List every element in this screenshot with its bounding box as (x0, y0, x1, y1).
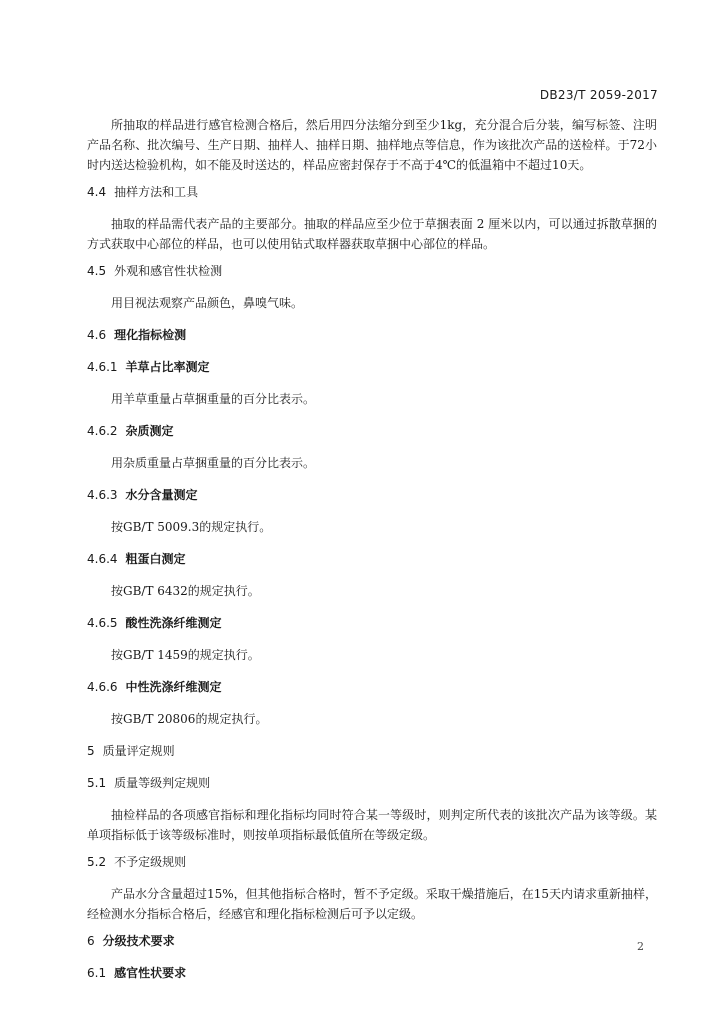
heading-title: 抽样方法和工具 (114, 185, 199, 199)
heading-4-6-5 (87, 613, 657, 633)
heading-4-6-1 (87, 357, 657, 377)
heading-title: 羊草占比率测定 (125, 360, 210, 374)
paragraph-appearance: 用目视法观察产品颜色，鼻嗅气味。 (111, 296, 304, 310)
heading-title: 水分含量测定 (125, 488, 198, 502)
heading-title: 理化指标检测 (114, 328, 187, 342)
standard-code: DB23/T 2059-2017 (539, 88, 658, 102)
heading-number: 4.6.5 (87, 616, 118, 630)
heading-4-6 (87, 325, 657, 345)
heading-number: 4.6.1 (87, 360, 118, 374)
paragraph-moisture: 按GB/T 5009.3的规定执行。 (111, 520, 272, 534)
paragraph-sample-prep: 所抽取的样品进行感官检测合格后，然后用四分法缩分到至少1kg，充分混合后分装，编写标签、注明产品名称、批次编号、生产日期、抽样人、抽样日期、抽样地点等信息，作为该批次产品的送检样。于72小时内送达检验机构，如不能及时送达的，样品应密封保存于不高于4℃的低温箱中不超过10天。 (87, 118, 657, 172)
heading-number: 6.1 (87, 966, 107, 980)
page-number: 2 (637, 940, 644, 953)
heading-number: 4.6.3 (87, 488, 118, 502)
paragraph-grade-rule: 抽检样品的各项感官指标和理化指标均同时符合某一等级时，则判定所代表的该批次产品为该等级。某单项指标低于该等级标准时，则按单项指标最低值所在等级定级。 (87, 808, 657, 842)
heading-4-6-2 (87, 421, 657, 441)
heading-title: 外观和感官性状检测 (114, 264, 223, 278)
heading-number: 6 (87, 934, 95, 948)
heading-title: 中性洗涤纤维测定 (125, 680, 222, 694)
heading-title: 不予定级规则 (114, 855, 187, 869)
heading-number: 4.4 (87, 185, 107, 199)
heading-title: 粗蛋白测定 (125, 552, 186, 566)
heading-6-1 (87, 963, 657, 983)
heading-6 (87, 931, 657, 951)
paragraph-impurity: 用杂质重量占草捆重量的百分比表示。 (111, 456, 316, 470)
paragraph-leymus-ratio: 用羊草重量占草捆重量的百分比表示。 (111, 392, 316, 406)
paragraph-ndf: 按GB/T 20806的规定执行。 (111, 712, 268, 726)
paragraph-sampling-method: 抽取的样品需代表产品的主要部分。抽取的样品应至少位于草捆表面 2 厘米以内，可以通过拆散草捆的方式获取中心部位的样品，也可以使用钻式取样器获取草捆中心部位的样品。 (87, 217, 657, 251)
heading-number: 5 (87, 744, 95, 758)
heading-title: 质量评定规则 (102, 744, 175, 758)
heading-5 (87, 741, 657, 761)
heading-number: 4.6.4 (87, 552, 118, 566)
heading-4-5 (87, 261, 657, 281)
document-body (87, 115, 657, 995)
heading-4-4 (87, 182, 657, 202)
heading-number: 4.6 (87, 328, 107, 342)
heading-number: 4.6.6 (87, 680, 118, 694)
paragraph-no-grade-rule: 产品水分含量超过15%，但其他指标合格时，暂不予定级。采取干燥措施后，在15天内请求重新抽样，经检测水分指标合格后，经感官和理化指标检测后可予以定级。 (87, 887, 657, 921)
heading-title: 酸性洗涤纤维测定 (125, 616, 222, 630)
paragraph-crude-protein: 按GB/T 6432的规定执行。 (111, 584, 260, 598)
heading-title: 分级技术要求 (102, 934, 175, 948)
heading-4-6-6 (87, 677, 657, 697)
heading-title: 感官性状要求 (114, 966, 187, 980)
heading-5-1 (87, 773, 657, 793)
heading-number: 5.2 (87, 855, 107, 869)
paragraph-adf: 按GB/T 1459的规定执行。 (111, 648, 260, 662)
heading-5-2 (87, 852, 657, 872)
heading-title: 质量等级判定规则 (114, 776, 211, 790)
heading-4-6-4 (87, 549, 657, 569)
heading-number: 4.5 (87, 264, 107, 278)
heading-number: 5.1 (87, 776, 107, 790)
heading-number: 4.6.2 (87, 424, 118, 438)
heading-title: 杂质测定 (125, 424, 174, 438)
heading-4-6-3 (87, 485, 657, 505)
